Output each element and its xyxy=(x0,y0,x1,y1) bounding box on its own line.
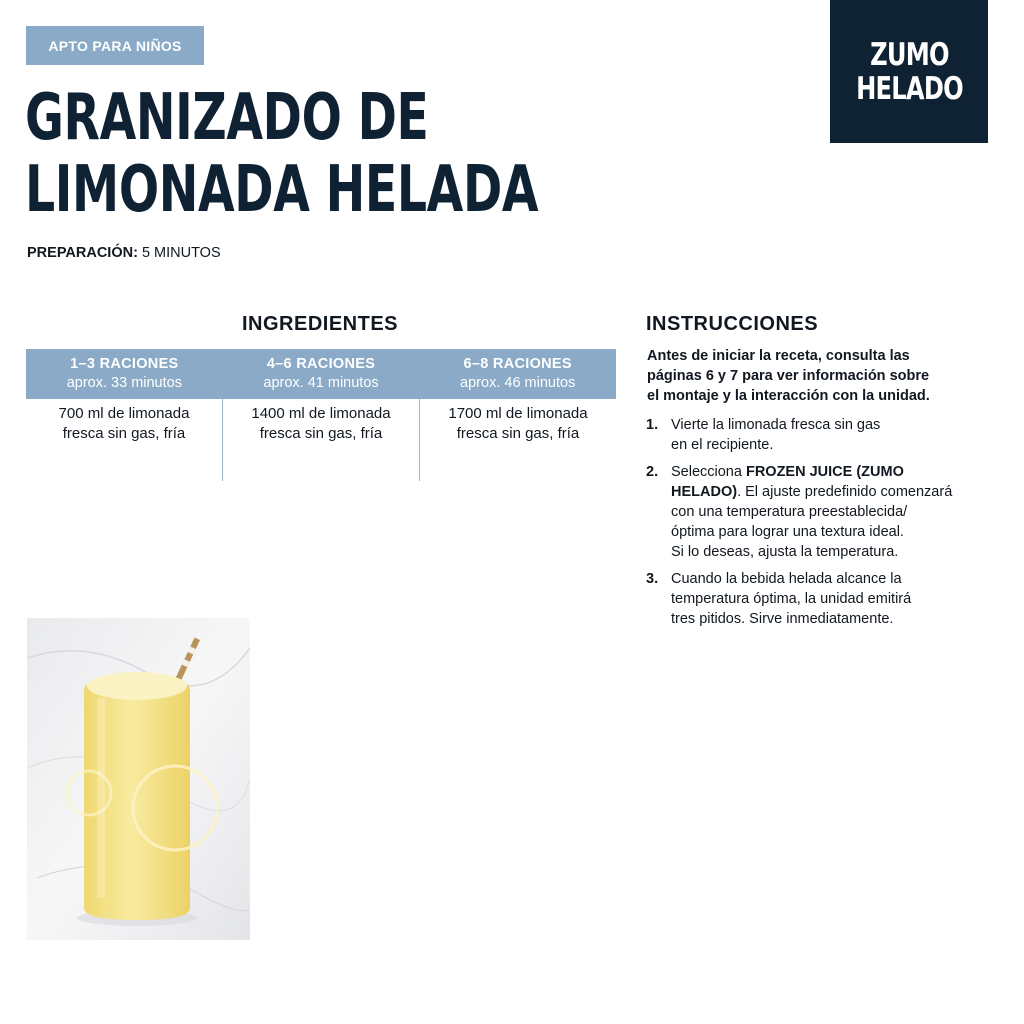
ingredient-line: 700 ml de limonada xyxy=(58,405,190,422)
step-line: tres pitidos. Sirve inmediatamente. xyxy=(671,611,894,627)
ingredients-body-row xyxy=(26,399,616,481)
ingredient-line: fresca sin gas, fría xyxy=(456,425,580,442)
step-line: óptima para lograr una textura ideal. xyxy=(671,524,904,540)
ingredient-line: fresca sin gas, fría xyxy=(259,425,383,442)
servings-time: aprox. 33 minutos xyxy=(66,375,182,391)
intro-line: páginas 6 y 7 para ver información sobre xyxy=(647,368,930,384)
preset-name: HELADO) xyxy=(671,484,738,500)
step-line: Si lo deseas, ajusta la temperatura. xyxy=(671,544,899,560)
lemonade-photo xyxy=(27,618,250,940)
category-tab xyxy=(830,0,988,143)
step-number: 1. xyxy=(646,417,659,433)
servings-time: aprox. 46 minutos xyxy=(460,375,576,391)
prep-time xyxy=(27,245,221,261)
step-text xyxy=(671,462,952,562)
step-text xyxy=(671,569,911,629)
kid-friendly-badge: APTO PARA NIÑOS xyxy=(26,26,204,65)
instruction-step xyxy=(646,569,1016,629)
step-line: temperatura óptima, la unidad emitirá xyxy=(671,591,912,607)
servings-label: 4–6 RACIONES xyxy=(266,356,376,372)
ingredients-header-row xyxy=(26,349,616,399)
servings-time: aprox. 41 minutos xyxy=(263,375,379,391)
recipe-title-line1: GRANIZADO DE xyxy=(25,81,429,155)
step-line xyxy=(671,482,952,502)
ingredient-line: 1700 ml de limonada xyxy=(448,405,588,422)
servings-header xyxy=(223,349,420,399)
step-number: 2. xyxy=(646,464,659,480)
step-line xyxy=(671,462,952,482)
ingredient-line: fresca sin gas, fría xyxy=(62,425,186,442)
prep-time-value: 5 MINUTOS xyxy=(141,245,221,261)
instructions-heading: INSTRUCCIONES xyxy=(646,313,819,335)
recipe-title-line2: LIMONADA HELADA xyxy=(25,153,539,227)
step-line: Cuando la bebida helada alcance la xyxy=(671,571,902,587)
ingredient-cell xyxy=(26,399,222,481)
recipe-title xyxy=(25,82,538,226)
servings-label: 6–8 RACIONES xyxy=(463,356,572,372)
instruction-steps xyxy=(646,415,1016,636)
ingredient-line: 1400 ml de limonada xyxy=(251,405,391,422)
servings-label: 1–3 RACIONES xyxy=(70,356,179,372)
step-line: con una temperatura preestablecida/ xyxy=(671,504,908,520)
step-number: 3. xyxy=(646,571,659,587)
lemonade-glass-illustration xyxy=(27,618,250,940)
intro-line: el montaje y la interacción con la unidad. xyxy=(647,388,930,404)
instruction-step xyxy=(646,415,1016,455)
ingredient-cell xyxy=(419,399,616,481)
ingredient-cell xyxy=(222,399,419,481)
step-line: Vierte la limonada fresca sin gas xyxy=(671,417,881,433)
step-line: en el recipiente. xyxy=(671,437,774,453)
instructions-intro xyxy=(647,346,1007,406)
category-tab-line2: HELADO xyxy=(855,70,963,107)
servings-header xyxy=(419,349,616,399)
intro-line: Antes de iniciar la receta, consulta las xyxy=(647,348,910,364)
servings-header xyxy=(26,349,223,399)
step-text-plain: . El ajuste predefinido comenzará xyxy=(737,484,953,500)
step-text-plain: Selecciona xyxy=(671,464,746,480)
preset-name: FROZEN JUICE (ZUMO xyxy=(745,464,904,480)
ingredients-table xyxy=(26,349,616,481)
step-text xyxy=(671,415,880,455)
ingredients-heading: INGREDIENTES xyxy=(241,313,399,335)
prep-time-label: PREPARACIÓN: xyxy=(27,245,138,261)
category-tab-line1: ZUMO xyxy=(869,36,949,73)
instruction-step xyxy=(646,462,1016,562)
